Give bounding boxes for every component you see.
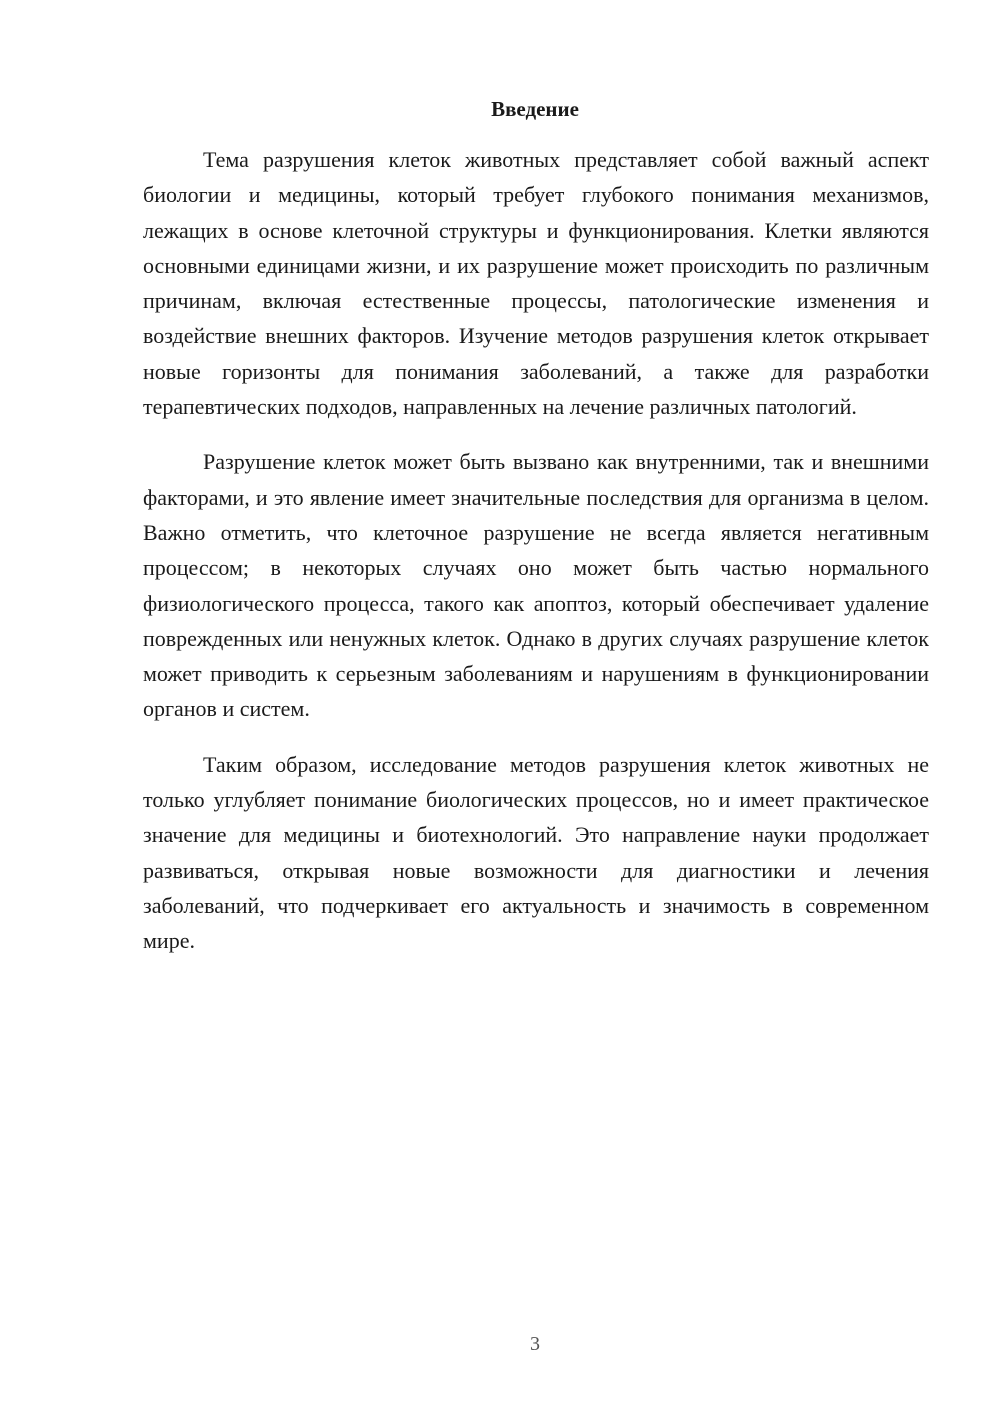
- paragraph-2: Разрушение клеток может быть вызвано как внутренними, так и внешними факторами, и это явление имеет значительные последствия для организма в целом. Важно отметить, что клеточное разрушение не всегда является негативным процессом; в некоторых случаях оно может быть частью нормального физиологического процесса, такого как апоптоз, который обеспечивает удаление поврежденных или ненужных клеток. Однако в других случаях разрушение клеток может приводить к серьезным заболеваниям и нарушениям в функционировании органов и систем.: [143, 449, 929, 722]
- page-number: 3: [530, 1333, 540, 1355]
- body-text: [143, 142, 929, 959]
- section-heading: Введение: [491, 97, 579, 121]
- paragraph-3: Таким образом, исследование методов разрушения клеток животных не только углубляет понимание биологических процессов, но и имеет практическое значение для медицины и биотехнологий. Это направление науки продолжает развиваться, открывая новые возможности для диагностики и лечения заболеваний, что подчеркивает его актуальность и значимость в современном мире.: [143, 751, 929, 954]
- paragraph-1: Тема разрушения клеток животных представляет собой важный аспект биологии и медицины, который требует глубокого понимания механизмов, лежащих в основе клеточной структуры и функционирования. Клетки являются основными единицами жизни, и их разрушение может происходить по различным причинам, включая естественные процессы, патологические изменения и воздействие внешних факторов. Изучение методов разрушения клеток открывает новые горизонты для понимания заболеваний, а также для разработки терапевтических подходов, направленных на лечение различных патологий.: [143, 147, 929, 420]
